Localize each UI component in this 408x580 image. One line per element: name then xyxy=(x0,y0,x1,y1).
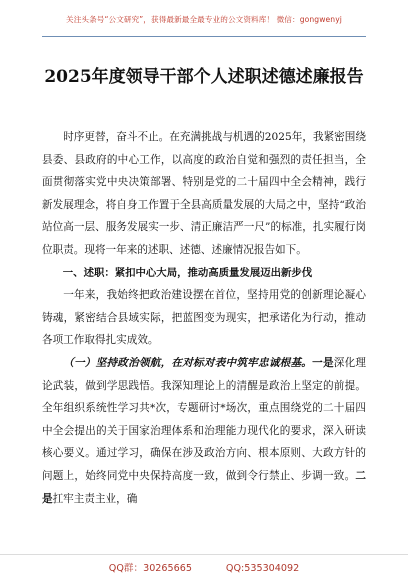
document-body xyxy=(42,126,366,510)
subsection-heading: （一）坚持政治领航，在对标对表中筑牢忠诚根基。 xyxy=(63,356,313,369)
header-divider xyxy=(42,36,366,37)
footer-contacts xyxy=(0,560,408,574)
section-paragraph: 一年来，我始终把政治建设摆在首位，坚持用党的创新理论凝心铸魂，紧密结合县域实际，把蓝图变为现实，把承诺化为行动，推动各项工作取得扎实成效。 xyxy=(42,289,366,347)
promo-banner: 关注头条号“公文研究”，获得最新最全最专业的公文资料库！ 微信：gongwenyj xyxy=(66,15,342,24)
footer-qq-group: QQ群：30265665 xyxy=(108,563,192,574)
point-two-text: 扛牢主责主业，确 xyxy=(52,492,138,505)
intro-paragraph: 时序更替，奋斗不止。在充满挑战与机遇的2025年，我紧密围绕县委、县政府的中心工作，以高度的政治自觉和强烈的责任担当，全面贯彻落实党中央决策部署、特别是党的二十届四中全会精神，践行新发展理念，将自身工作置于全县高质量发展的大局之中，坚持“政治站位高一层、服务发展实一步、清正廉洁严一尺”的标准，扎实履行岗位职责。现将一年来的述职、述德、述廉情况报告如下。 xyxy=(42,131,366,256)
point-one-lead: 一是 xyxy=(312,356,334,369)
point-two-lead: 二是 xyxy=(42,469,366,505)
footer-qq-number: QQ:535304092 xyxy=(225,563,300,574)
footer-divider xyxy=(0,554,408,555)
point-one-text: 深化理论武装，做到学思践悟。我深知理论上的清醒是政治上坚定的前提。全年组织系统性学习共*次，专题研讨*场次，重点围绕党的二十届四中全会提出的关于国家治理体系和治理能力现代化的要求，深入研读核心要义。通过学习，确保在涉及政治方向、根本原则、大政方针的问题上，始终同党中央保持高度一致，做到令行禁止、步调一致。 xyxy=(42,356,367,482)
section-heading: 一、述职：紧扣中心大局，推动高质量发展迈出新步伐 xyxy=(62,266,313,279)
subsection-paragraph xyxy=(42,352,366,510)
document-title: 2025年度领导干部个人述职述德述廉报告 xyxy=(44,67,364,87)
